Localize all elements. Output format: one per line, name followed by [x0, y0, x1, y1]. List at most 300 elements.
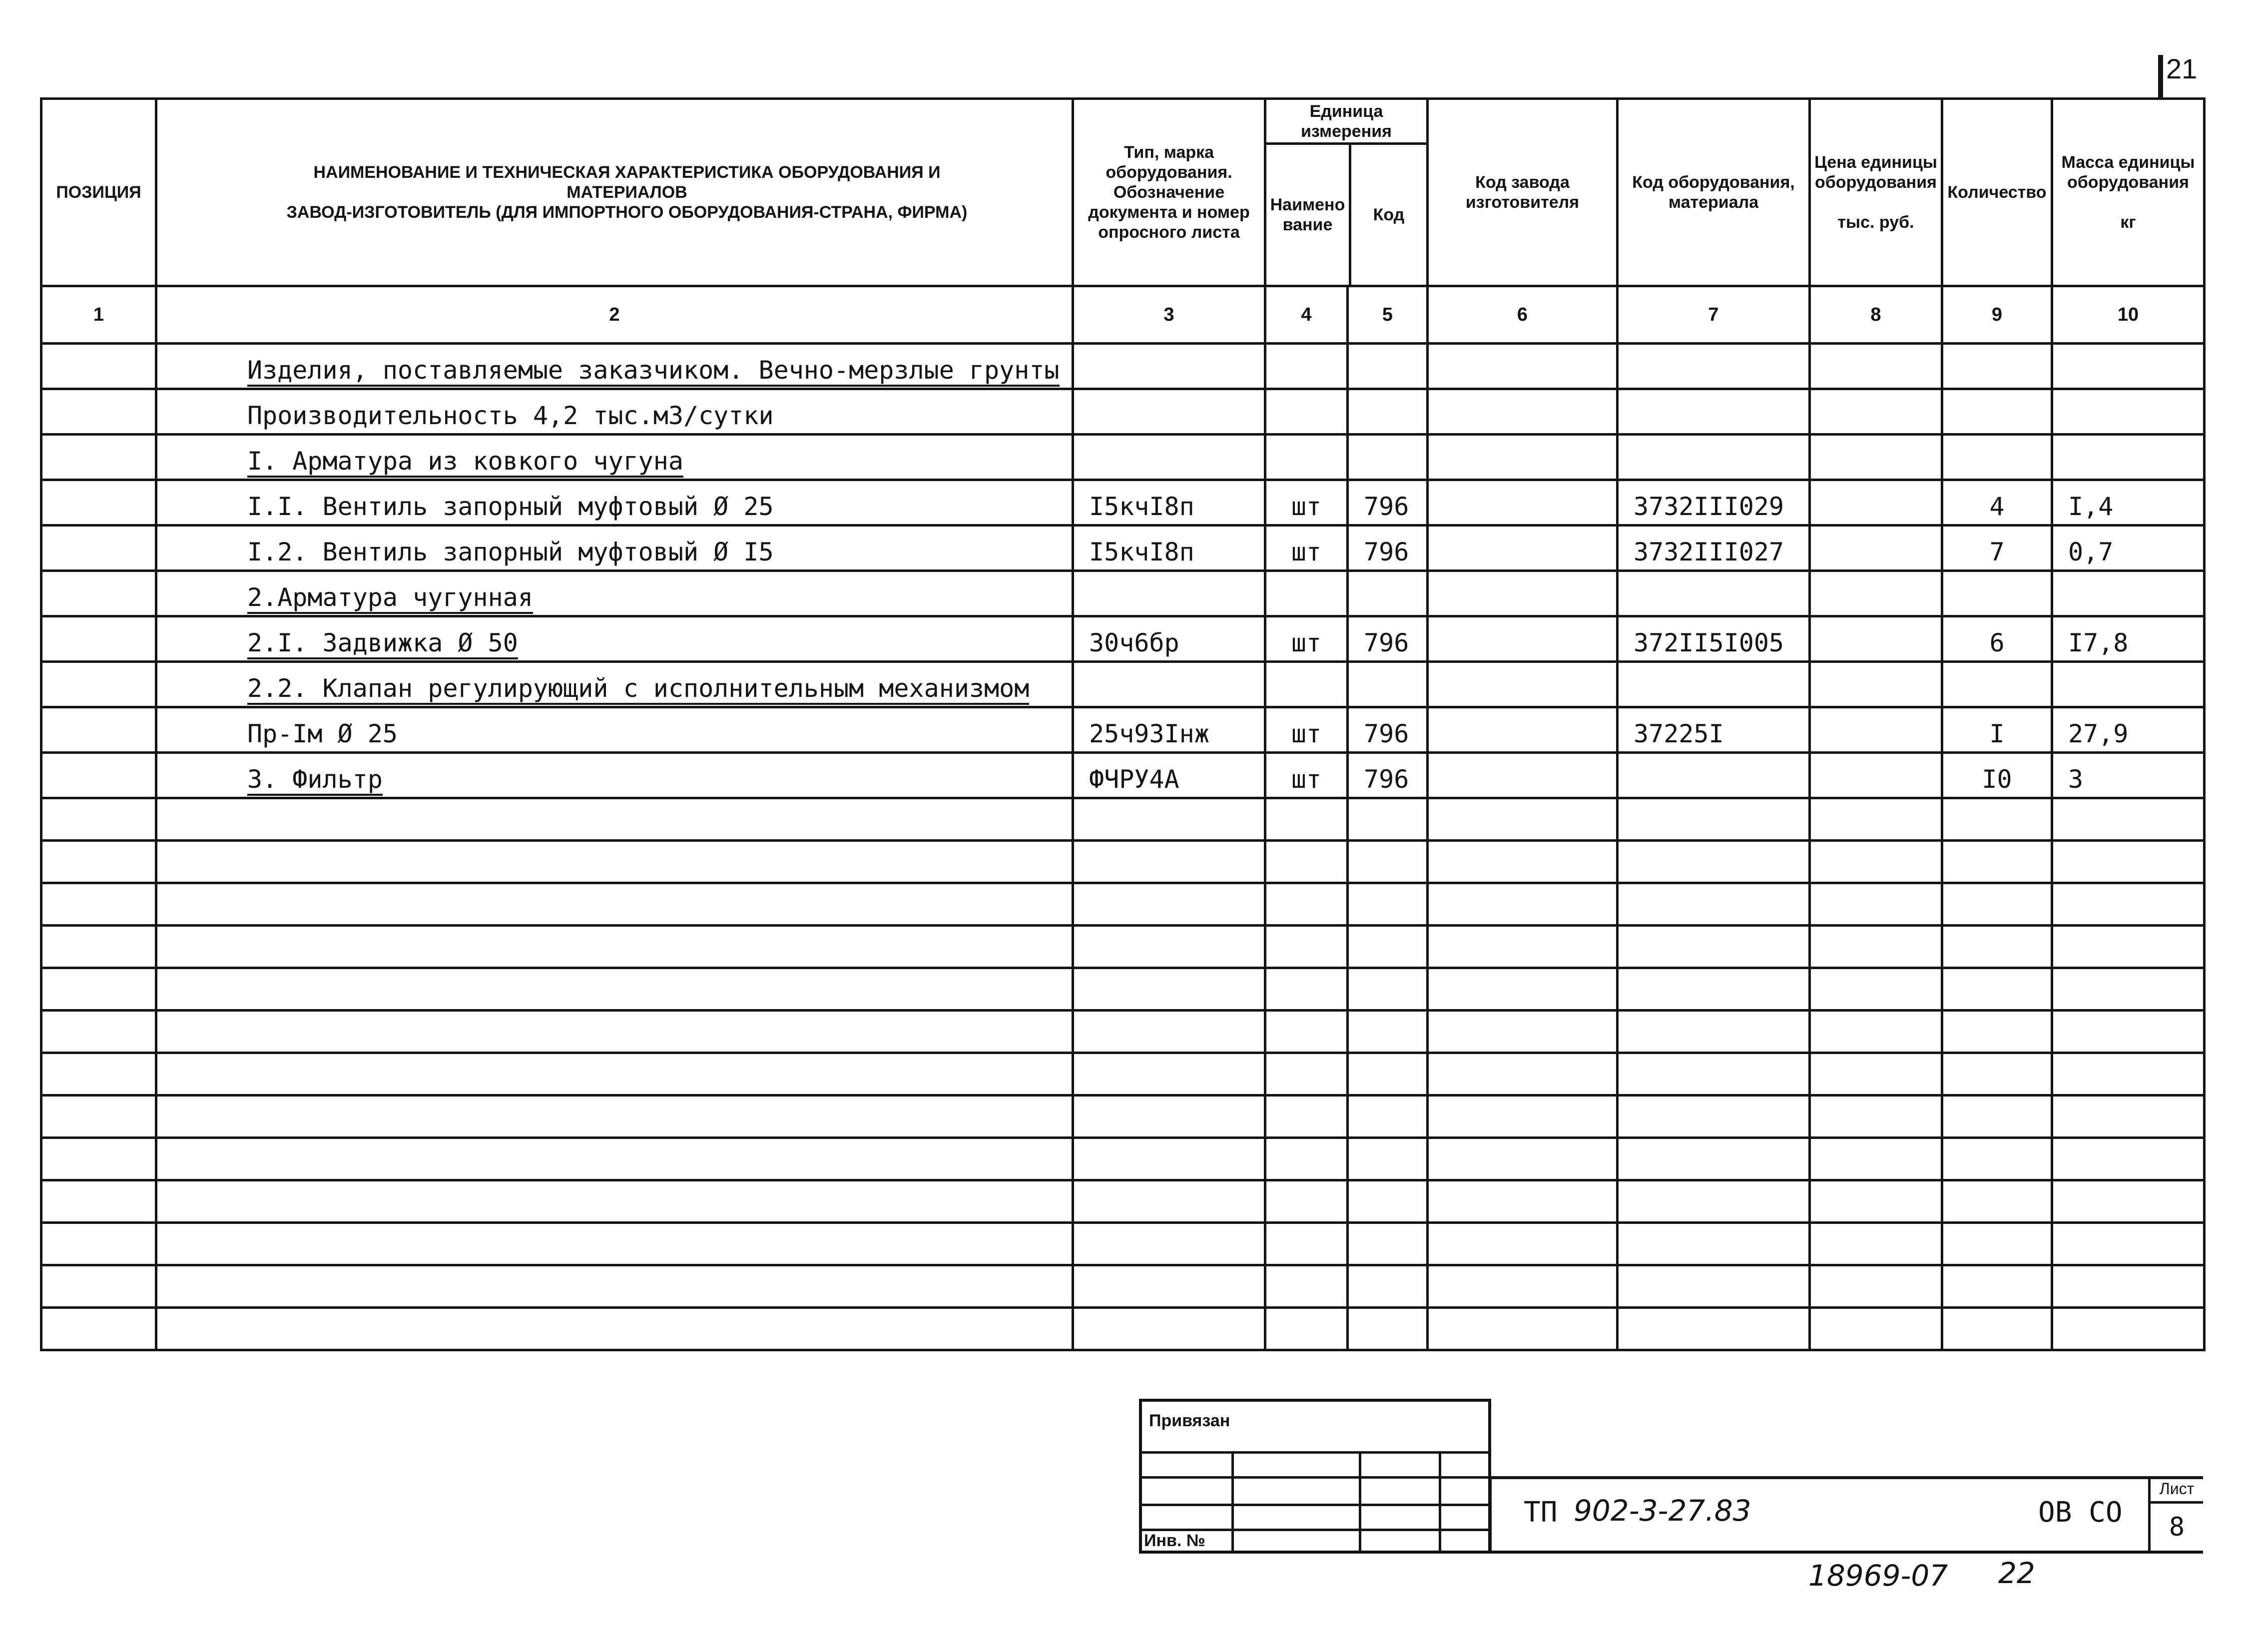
inventory-number-label: Инв. №: [1144, 1531, 1205, 1550]
blank-cell: [1348, 968, 1428, 1011]
blank-cell: [1428, 1053, 1618, 1096]
table-row: [41, 571, 2205, 616]
blank-cell: [1265, 1053, 1348, 1096]
blank-cell: [1428, 1096, 1618, 1138]
blank-cell: [41, 926, 156, 968]
cell-position: [41, 662, 156, 707]
blank-cell: [1942, 1308, 2052, 1350]
cell-mass: [2052, 571, 2205, 616]
header-unit-title: Единица измерения: [1266, 100, 1426, 145]
cell-type: [1073, 435, 1265, 480]
cell-unit-code: [1348, 571, 1428, 616]
blank-cell: [1942, 1223, 2052, 1265]
row-name-text: I.2. Вентиль запорный муфтовый Ø I5: [247, 538, 774, 566]
blank-cell: [1618, 1180, 1810, 1223]
blank-cell: [2052, 1053, 2205, 1096]
cell-factory: [1428, 662, 1618, 707]
cell-mass: [2052, 344, 2205, 389]
blank-cell: [1810, 1096, 1942, 1138]
header-name: [156, 99, 1073, 286]
row-name-text: 2.2. Клапан регулирующий с исполнительным механизмом: [247, 674, 1029, 705]
cell-name: [156, 480, 1073, 526]
cell-unit-code: 796: [1348, 526, 1428, 571]
blank-row: [41, 841, 2205, 883]
header-price: [1810, 99, 1942, 286]
cell-qty: [1942, 662, 2052, 707]
cell-code: [1618, 344, 1810, 389]
cell-price: [1810, 616, 1942, 662]
blank-row: [41, 1223, 2205, 1265]
doc-prefix: ТП: [1524, 1496, 1558, 1529]
cell-unit-code: [1348, 389, 1428, 435]
blank-cell: [156, 1011, 1073, 1053]
cell-price: [1810, 526, 1942, 571]
blank-row: [41, 968, 2205, 1011]
cell-position: [41, 571, 156, 616]
cell-type: [1073, 389, 1265, 435]
cell-qty: 4: [1942, 480, 2052, 526]
table-row: [41, 435, 2205, 480]
row-name-text: 3. Фильтр: [247, 765, 383, 796]
blank-cell: [1428, 798, 1618, 841]
blank-row: [41, 1308, 2205, 1350]
blank-cell: [156, 1053, 1073, 1096]
cell-factory: [1428, 571, 1618, 616]
blank-cell: [1428, 1011, 1618, 1053]
blank-cell: [156, 1265, 1073, 1308]
cell-qty: I0: [1942, 753, 2052, 798]
blank-row: [41, 798, 2205, 841]
cell-position: [41, 753, 156, 798]
column-number: 7: [1618, 286, 1810, 344]
blank-cell: [1810, 1180, 1942, 1223]
blank-cell: [1265, 1308, 1348, 1350]
header-mass: [2052, 99, 2205, 286]
table-row: [41, 616, 2205, 662]
blank-cell: [1265, 968, 1348, 1011]
blank-cell: [1428, 883, 1618, 926]
blank-cell: [1428, 1138, 1618, 1180]
cell-unit: шт: [1265, 707, 1348, 753]
cell-code: [1618, 435, 1810, 480]
cell-name: [156, 571, 1073, 616]
blank-cell: [1265, 926, 1348, 968]
blank-cell: [2052, 883, 2205, 926]
column-number: 4: [1265, 286, 1348, 344]
cell-code: 372II5I005: [1618, 616, 1810, 662]
cell-price: [1810, 662, 1942, 707]
cell-code: [1618, 753, 1810, 798]
blank-cell: [41, 1180, 156, 1223]
header-name-line2: МАТЕРИАЛОВ: [566, 183, 687, 202]
blank-cell: [41, 1223, 156, 1265]
cell-name: [156, 753, 1073, 798]
header-row: [41, 99, 2205, 286]
cell-factory: [1428, 480, 1618, 526]
blank-cell: [156, 1308, 1073, 1350]
column-number-row: [41, 286, 2205, 344]
blank-cell: [1942, 883, 2052, 926]
cell-qty: I: [1942, 707, 2052, 753]
cell-mass: [2052, 389, 2205, 435]
blank-cell: [2052, 1138, 2205, 1180]
blank-cell: [1942, 1053, 2052, 1096]
header-quantity: Количество: [1942, 99, 2052, 286]
cell-mass: 0,7: [2052, 526, 2205, 571]
column-number: 1: [41, 286, 156, 344]
cell-price: [1810, 707, 1942, 753]
blank-cell: [1428, 1265, 1618, 1308]
doc-code: ОВ СО: [2038, 1496, 2123, 1529]
cell-unit: [1265, 344, 1348, 389]
blank-cell: [41, 883, 156, 926]
blank-cell: [2052, 1096, 2205, 1138]
cell-unit-code: 796: [1348, 480, 1428, 526]
header-price-line2: тыс. руб.: [1837, 213, 1914, 232]
cell-unit-code: 796: [1348, 753, 1428, 798]
blank-cell: [1618, 1053, 1810, 1096]
blank-cell: [1428, 841, 1618, 883]
cell-factory: [1428, 616, 1618, 662]
blank-cell: [1810, 1011, 1942, 1053]
cell-price: [1810, 435, 1942, 480]
blank-row: [41, 1180, 2205, 1223]
blank-cell: [1073, 1096, 1265, 1138]
cell-name: [156, 662, 1073, 707]
blank-cell: [1942, 1096, 2052, 1138]
blank-cell: [1348, 1053, 1428, 1096]
blank-cell: [2052, 1011, 2205, 1053]
blank-cell: [1942, 1180, 2052, 1223]
cell-position: [41, 480, 156, 526]
blank-cell: [41, 798, 156, 841]
cell-factory: [1428, 753, 1618, 798]
blank-cell: [156, 841, 1073, 883]
row-name-text: I. Арматура из ковкого чугуна: [247, 447, 683, 478]
column-number: 3: [1073, 286, 1265, 344]
blank-cell: [1810, 1138, 1942, 1180]
blank-cell: [1073, 1011, 1265, 1053]
blank-cell: [1618, 1265, 1810, 1308]
cell-mass: [2052, 662, 2205, 707]
blank-cell: [1618, 883, 1810, 926]
blank-row: [41, 1096, 2205, 1138]
blank-cell: [1348, 1096, 1428, 1138]
cell-factory: [1428, 344, 1618, 389]
cell-type: [1073, 344, 1265, 389]
doc-number: 902-3-27.83: [1574, 1494, 1751, 1528]
blank-cell: [2052, 968, 2205, 1011]
blank-cell: [1618, 798, 1810, 841]
header-name-line3: ЗАВОД-ИЗГОТОВИТЕЛЬ (ДЛЯ ИМПОРТНОГО ОБОРУДОВАНИЯ-СТРАНА, ФИРМА): [286, 203, 968, 222]
cell-unit-code: 796: [1348, 707, 1428, 753]
row-name-text: Производительность 4,2 тыс.м3/сутки: [247, 401, 774, 430]
cell-position: [41, 526, 156, 571]
cell-unit: шт: [1265, 480, 1348, 526]
blank-cell: [2052, 1308, 2205, 1350]
cell-unit-code: 796: [1348, 616, 1428, 662]
blank-cell: [1348, 1138, 1428, 1180]
blank-cell: [1073, 1180, 1265, 1223]
cell-qty: 7: [1942, 526, 2052, 571]
blank-row: [41, 1265, 2205, 1308]
blank-cell: [1265, 1011, 1348, 1053]
blank-cell: [41, 841, 156, 883]
cell-position: [41, 435, 156, 480]
cell-qty: [1942, 571, 2052, 616]
cell-type: I5кчI8п: [1073, 480, 1265, 526]
blank-cell: [1265, 798, 1348, 841]
header-type: Тип, марка оборудования. Обозначение документа и номер опросного листа: [1073, 99, 1265, 286]
cell-unit: [1265, 662, 1348, 707]
header-unit-code: Код: [1373, 205, 1405, 224]
blank-row: [41, 1011, 2205, 1053]
table-row: [41, 753, 2205, 798]
blank-cell: [1348, 1223, 1428, 1265]
blank-cell: [156, 1096, 1073, 1138]
cell-mass: I7,8: [2052, 616, 2205, 662]
blank-cell: [156, 1180, 1073, 1223]
cell-name: [156, 389, 1073, 435]
page-marker: [2158, 55, 2163, 100]
blank-cell: [1265, 841, 1348, 883]
table-row: [41, 389, 2205, 435]
cell-mass: I,4: [2052, 480, 2205, 526]
blank-cell: [1073, 798, 1265, 841]
blank-cell: [1073, 841, 1265, 883]
cell-unit-code: [1348, 344, 1428, 389]
column-number: 5: [1348, 286, 1428, 344]
table-row: [41, 480, 2205, 526]
blank-cell: [1810, 841, 1942, 883]
cell-name: [156, 707, 1073, 753]
row-name-text: 2.I. Задвижка Ø 50: [247, 628, 518, 659]
cell-name: [156, 526, 1073, 571]
cell-unit: шт: [1265, 616, 1348, 662]
blank-cell: [1073, 1223, 1265, 1265]
blank-cell: [1265, 1096, 1348, 1138]
blank-cell: [1618, 1223, 1810, 1265]
blank-cell: [1618, 1096, 1810, 1138]
cell-price: [1810, 753, 1942, 798]
blank-cell: [1428, 1308, 1618, 1350]
blank-cell: [1942, 1138, 2052, 1180]
cell-position: [41, 389, 156, 435]
blank-cell: [1073, 883, 1265, 926]
cell-position: [41, 707, 156, 753]
cell-code: 3732III029: [1618, 480, 1810, 526]
header-position: ПОЗИЦИЯ: [41, 99, 156, 286]
blank-cell: [1265, 1223, 1348, 1265]
blank-cell: [41, 1308, 156, 1350]
blank-row: [41, 1053, 2205, 1096]
blank-cell: [2052, 1223, 2205, 1265]
blank-cell: [1348, 798, 1428, 841]
cell-unit: [1265, 389, 1348, 435]
sheet-box: [2148, 1476, 2203, 1554]
blank-row: [41, 926, 2205, 968]
cell-mass: 27,9: [2052, 707, 2205, 753]
sheet-number: 8: [2169, 1512, 2185, 1542]
bottom-stamp-2: 22: [1998, 1556, 2035, 1590]
blank-cell: [1618, 841, 1810, 883]
header-unit-group: [1265, 99, 1428, 286]
cell-qty: [1942, 344, 2052, 389]
blank-cell: [41, 1053, 156, 1096]
cell-unit-code: [1348, 662, 1428, 707]
blank-cell: [2052, 841, 2205, 883]
row-name-text: Изделия, поставляемые заказчиком. Вечно-мерзлые грунты: [247, 356, 1060, 387]
blank-cell: [1942, 1265, 2052, 1308]
blank-cell: [1348, 926, 1428, 968]
blank-cell: [1942, 841, 2052, 883]
table-row: [41, 526, 2205, 571]
sheet-label: Лист: [2151, 1476, 2203, 1504]
blank-cell: [41, 1265, 156, 1308]
blank-cell: [2052, 926, 2205, 968]
cell-name: [156, 616, 1073, 662]
blank-cell: [1073, 968, 1265, 1011]
blank-cell: [1348, 1308, 1428, 1350]
cell-mass: [2052, 435, 2205, 480]
cell-factory: [1428, 389, 1618, 435]
blank-cell: [41, 1011, 156, 1053]
column-number: 2: [156, 286, 1073, 344]
cell-type: 25ч93Iнж: [1073, 707, 1265, 753]
cell-qty: [1942, 435, 2052, 480]
blank-row: [41, 1138, 2205, 1180]
blank-cell: [156, 798, 1073, 841]
cell-factory: [1428, 707, 1618, 753]
header-mass-line1: Масса единицы оборудования: [2061, 153, 2195, 192]
cell-name: [156, 435, 1073, 480]
cell-price: [1810, 480, 1942, 526]
column-number: 10: [2052, 286, 2205, 344]
cell-factory: [1428, 435, 1618, 480]
blank-cell: [1348, 841, 1428, 883]
table-row: [41, 707, 2205, 753]
cell-position: [41, 616, 156, 662]
cell-code: [1618, 571, 1810, 616]
cell-unit: [1265, 571, 1348, 616]
cell-code: [1618, 389, 1810, 435]
privyazan-label: Привязан: [1149, 1411, 1230, 1430]
blank-cell: [1810, 1265, 1942, 1308]
cell-code: 37225I: [1618, 707, 1810, 753]
header-price-line1: Цена единицы оборудования: [1814, 153, 1937, 192]
blank-cell: [1348, 1180, 1428, 1223]
blank-cell: [1073, 1053, 1265, 1096]
blank-cell: [1810, 798, 1942, 841]
blank-cell: [1348, 883, 1428, 926]
specification-table: [40, 97, 2206, 1351]
blank-cell: [1618, 968, 1810, 1011]
cell-position: [41, 344, 156, 389]
blank-cell: [1265, 1180, 1348, 1223]
cell-name: [156, 344, 1073, 389]
blank-cell: [41, 968, 156, 1011]
cell-unit: [1265, 435, 1348, 480]
cell-price: [1810, 344, 1942, 389]
blank-cell: [1265, 1265, 1348, 1308]
blank-cell: [1810, 926, 1942, 968]
cell-unit-code: [1348, 435, 1428, 480]
blank-cell: [1428, 1223, 1618, 1265]
blank-row: [41, 883, 2205, 926]
row-name-text: 2.Арматура чугунная: [247, 583, 533, 614]
blank-cell: [1942, 798, 2052, 841]
blank-cell: [1618, 1138, 1810, 1180]
header-name-line1: НАИМЕНОВАНИЕ И ТЕХНИЧЕСКАЯ ХАРАКТЕРИСТИКА ОБОРУДОВАНИЯ И: [313, 163, 941, 182]
blank-cell: [1073, 1265, 1265, 1308]
blank-cell: [1265, 883, 1348, 926]
blank-cell: [1348, 1265, 1428, 1308]
table-row: [41, 344, 2205, 389]
blank-cell: [1810, 968, 1942, 1011]
cell-mass: 3: [2052, 753, 2205, 798]
blank-cell: [41, 1138, 156, 1180]
row-name-text: Пр-Iм Ø 25: [247, 719, 398, 748]
cell-code: [1618, 662, 1810, 707]
blank-cell: [1810, 1053, 1942, 1096]
cell-type: I5кчI8п: [1073, 526, 1265, 571]
cell-factory: [1428, 526, 1618, 571]
cell-type: [1073, 662, 1265, 707]
blank-cell: [1428, 1180, 1618, 1223]
blank-cell: [1618, 1308, 1810, 1350]
cell-price: [1810, 571, 1942, 616]
blank-cell: [1810, 1308, 1942, 1350]
blank-cell: [1810, 883, 1942, 926]
blank-cell: [156, 968, 1073, 1011]
blank-cell: [1618, 1011, 1810, 1053]
cell-price: [1810, 389, 1942, 435]
cell-qty: [1942, 389, 2052, 435]
blank-cell: [156, 1223, 1073, 1265]
cell-unit: шт: [1265, 526, 1348, 571]
blank-cell: [1428, 926, 1618, 968]
blank-cell: [1810, 1223, 1942, 1265]
cell-type: ФЧРУ4А: [1073, 753, 1265, 798]
header-mass-line2: кг: [2120, 213, 2136, 232]
column-number: 6: [1428, 286, 1618, 344]
cell-qty: 6: [1942, 616, 2052, 662]
blank-cell: [1942, 926, 2052, 968]
blank-cell: [1942, 1011, 2052, 1053]
header-factory-code: Код завода изготовителя: [1428, 99, 1618, 286]
column-number: 8: [1810, 286, 1942, 344]
table-row: [41, 662, 2205, 707]
blank-cell: [156, 926, 1073, 968]
blank-cell: [1073, 1308, 1265, 1350]
blank-cell: [1073, 926, 1265, 968]
blank-cell: [1942, 968, 2052, 1011]
blank-cell: [1428, 968, 1618, 1011]
header-equipment-code: Код оборудования, материала: [1618, 99, 1810, 286]
blank-cell: [156, 883, 1073, 926]
row-name-text: I.I. Вентиль запорный муфтовый Ø 25: [247, 492, 774, 521]
cell-type: 30ч6бр: [1073, 616, 1265, 662]
blank-cell: [2052, 798, 2205, 841]
blank-cell: [1618, 926, 1810, 968]
blank-cell: [1348, 1011, 1428, 1053]
blank-cell: [1073, 1138, 1265, 1180]
bottom-stamp: 18969-07: [1808, 1559, 1948, 1593]
page-number: 21: [2166, 53, 2198, 84]
cell-type: [1073, 571, 1265, 616]
blank-cell: [1265, 1138, 1348, 1180]
cell-unit: шт: [1265, 753, 1348, 798]
